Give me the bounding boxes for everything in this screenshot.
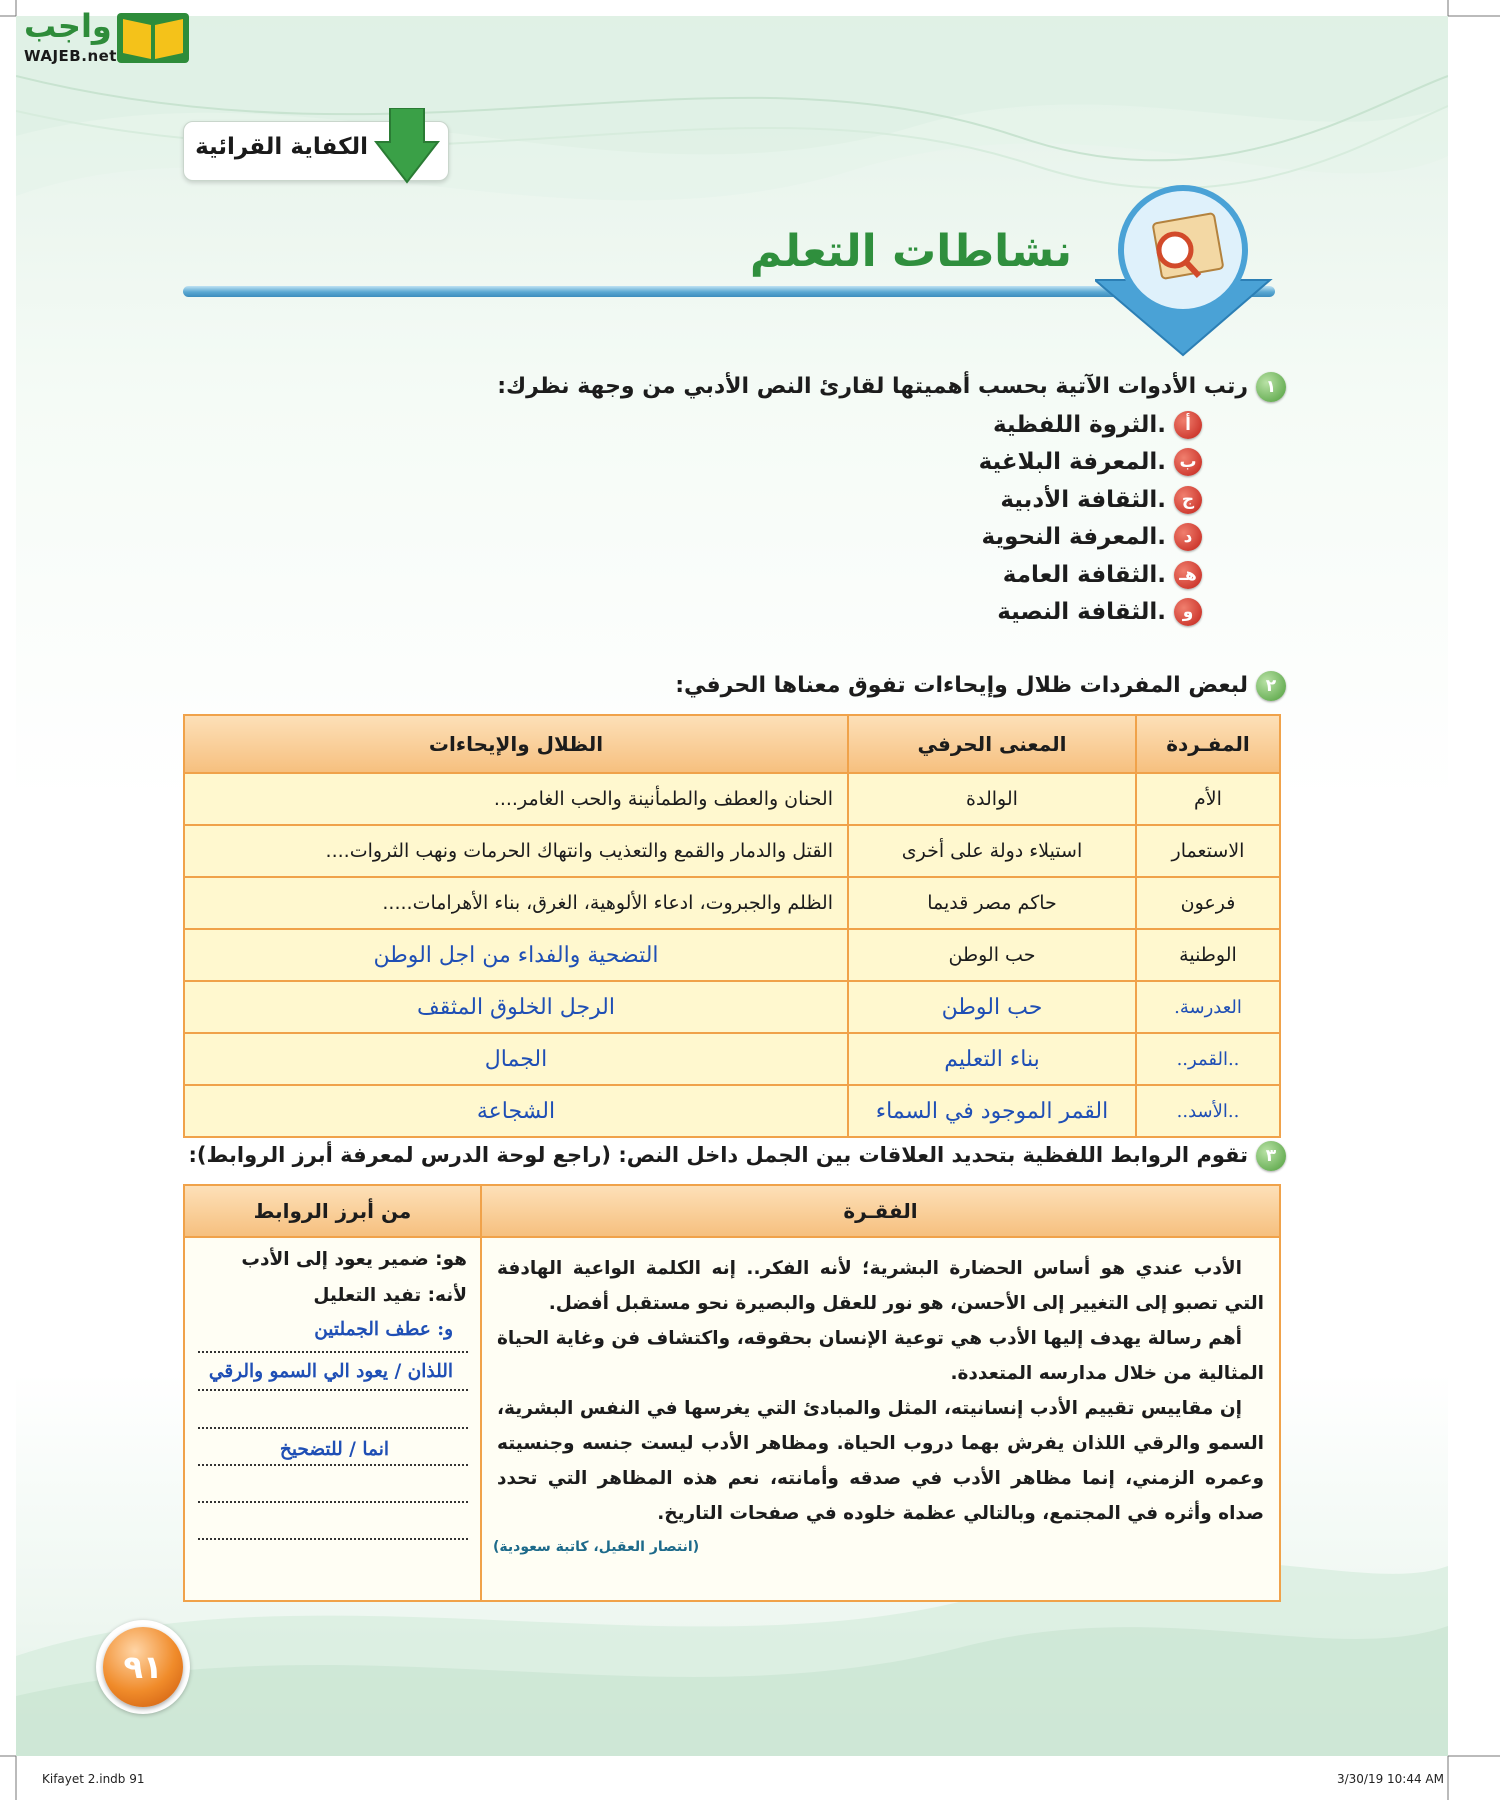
connectors-table	[183, 1184, 1281, 1602]
option-text: المعرفة البلاغية.	[978, 449, 1166, 476]
option-badge: أ	[1174, 411, 1202, 439]
column-header: المعنى الحرفي	[848, 715, 1136, 773]
table-cell: الأم	[1136, 773, 1280, 825]
table-cell: حب الوطن	[848, 929, 1136, 981]
table-row	[184, 929, 1280, 981]
answer-cell[interactable]	[848, 1085, 1136, 1137]
answer-line	[198, 1351, 468, 1353]
answer-cell[interactable]	[184, 929, 848, 981]
table-cell: القتل والدمار والقمع والتعذيب وانتهاك الحرمات ونهب الثروات....	[184, 825, 848, 877]
option-badge: و	[1174, 598, 1202, 626]
page-number: ٩١	[103, 1627, 183, 1707]
list-item	[602, 519, 1202, 557]
handwritten-answer: العدرسة.	[1174, 997, 1242, 1018]
table-row	[184, 877, 1280, 929]
answer-cell[interactable]	[1136, 1033, 1280, 1085]
answer-cell[interactable]	[1136, 1085, 1280, 1137]
paragraph-cell	[481, 1237, 1280, 1601]
table-cell: حاكم مصر قديما	[848, 877, 1136, 929]
passage-paragraph: إن مقاييس تقييم الأدب إنسانيته، المثل والمبادئ التي يغرسها في النفس البشرية، السمو والرقي اللذان يفرش بهما دروب الحياة. ومظاهر الأدب ليست جنسه وجنسيته وعمره الزمني، إنما مظاهر الأدب في صدقه وأمانته، نعم هذه المظاهر التي تحدد صداه وأثره في المجتمع، وبالتالي عظمة خلوده في صفحات التاريخ.	[497, 1398, 1264, 1524]
section-label: الكفاية القرائية	[195, 134, 368, 160]
handwritten-answer: الشجاعة	[476, 1098, 556, 1124]
option-text: المعرفة النحوية.	[981, 524, 1166, 551]
handwritten-answer: الرجل الخلوق المثقف	[416, 994, 615, 1020]
question-text: لبعض المفردات ظلال وإيحاءات تفوق معناها الحرفي:	[675, 673, 1248, 698]
list-item	[602, 406, 1202, 444]
table-row	[184, 773, 1280, 825]
down-arrow-icon	[374, 108, 440, 186]
column-header: الفقـرة	[481, 1185, 1280, 1237]
links-list	[186, 1239, 479, 1599]
table-row	[184, 1237, 1280, 1601]
vocabulary-table	[183, 714, 1281, 1138]
answer-line	[198, 1427, 468, 1429]
passage-paragraph: أهم رسالة يهدف إليها الأدب هي توعية الإنسان بحقوقه، واكتشاف فن وغاية الحياة المثالية من خلال مدارسه المتعددة.	[497, 1328, 1264, 1384]
list-item	[602, 444, 1202, 482]
question-number: ٢	[1256, 671, 1286, 701]
table-cell: الظلم والجبروت، ادعاء الألوهية، الغرق، بناء الأهرامات.....	[184, 877, 848, 929]
option-text: الثقافة العامة.	[1002, 561, 1166, 588]
option-badge: ب	[1174, 448, 1202, 476]
option-text: الثروة اللفظية.	[992, 411, 1166, 438]
option-badge: ج	[1174, 486, 1202, 514]
question-3	[136, 1141, 1286, 1171]
magnifier-book-icon	[1095, 180, 1275, 360]
handwritten-answer: حب الوطن	[941, 994, 1043, 1020]
printed-link: لأنه: تفيد التعليل	[313, 1285, 467, 1306]
table-header-row	[184, 715, 1280, 773]
handwritten-link: و: عطف الجملتين	[314, 1319, 453, 1340]
table-cell: فرعون	[1136, 877, 1280, 929]
option-badge: د	[1174, 523, 1202, 551]
printed-link: هو: ضمير يعود إلى الأدب	[241, 1249, 467, 1270]
handwritten-answer: ..القمر..	[1176, 1049, 1240, 1070]
table-header-row	[184, 1185, 1280, 1237]
answer-line	[198, 1538, 468, 1540]
handwritten-answer: الجمال	[484, 1046, 548, 1072]
answer-cell[interactable]	[184, 1085, 848, 1137]
answer-line	[198, 1389, 468, 1391]
links-cell[interactable]	[184, 1237, 481, 1601]
answer-cell[interactable]	[848, 1033, 1136, 1085]
table-row	[184, 1085, 1280, 1137]
question-text: رتب الأدوات الآتية بحسب أهميتها لقارئ النص الأدبي من وجهة نظرك:	[497, 374, 1248, 399]
section-label-box	[183, 121, 449, 181]
handwritten-answer: القمر الموجود في السماء	[875, 1098, 1109, 1124]
handwritten-link: انما / للتضحيخ	[279, 1439, 389, 1460]
answer-cell[interactable]	[1136, 981, 1280, 1033]
logo-subtext: WAJEB.net	[24, 47, 117, 65]
list-item	[602, 556, 1202, 594]
option-text: الثقافة الأدبية.	[1000, 486, 1166, 513]
column-header: الظلال والإيحاءات	[184, 715, 848, 773]
handwritten-link: اللذان / يعود الي السمو والرقي	[208, 1361, 453, 1382]
footer-file-info: Kifayet 2.indb 91	[42, 1772, 145, 1786]
answer-cell[interactable]	[184, 981, 848, 1033]
logo-text: واجب	[24, 7, 112, 45]
wajeb-logo[interactable]	[10, 5, 190, 65]
table-cell: الاستعمار	[1136, 825, 1280, 877]
passage-source: (انتصار العقيل، كاتبة سعودية)	[493, 1539, 700, 1555]
list-item	[602, 594, 1202, 632]
question-1	[386, 372, 1286, 402]
option-text: الثقافة النصية.	[997, 599, 1166, 626]
footer-timestamp: 3/30/19 10:44 AM	[1336, 1772, 1444, 1786]
column-header: من أبرز الروابط	[184, 1185, 481, 1237]
page-title: نشاطات التعلم	[749, 226, 1072, 277]
question-text: تقوم الروابط اللفظية بتحديد العلاقات بين الجمل داخل النص: (راجع لوحة الدرس لمعرفة أبرز الروابط):	[188, 1143, 1248, 1167]
answer-line	[198, 1464, 468, 1466]
passage-paragraph: الأدب عندي هو أساس الحضارة البشرية؛ لأنه الفكر.. إنه الكلمة الواعية الهادفة التي تصبو إلى التغيير إلى الأحسن، هو نور للعقل والبصيرة نحو مستقبل أفضل.	[497, 1258, 1264, 1314]
column-header: المفـردة	[1136, 715, 1280, 773]
question-number: ١	[1256, 372, 1286, 402]
q1-options-list	[602, 406, 1202, 631]
table-cell: الحنان والعطف والطمأنينة والحب الغامر....	[184, 773, 848, 825]
answer-cell[interactable]	[184, 1033, 848, 1085]
list-item	[602, 481, 1202, 519]
table-row	[184, 825, 1280, 877]
table-cell: الوالدة	[848, 773, 1136, 825]
question-2	[286, 671, 1286, 701]
answer-cell[interactable]	[848, 981, 1136, 1033]
question-number: ٣	[1256, 1141, 1286, 1171]
answer-line	[198, 1501, 468, 1503]
table-cell: الوطنية	[1136, 929, 1280, 981]
table-row	[184, 981, 1280, 1033]
reading-passage	[483, 1239, 1278, 1539]
handwritten-answer: بناء التعليم	[944, 1046, 1040, 1072]
table-cell: استيلاء دولة على أخرى	[848, 825, 1136, 877]
option-badge: هـ	[1174, 561, 1202, 589]
book-icon	[115, 7, 191, 65]
handwritten-answer: التضحية والفداء من اجل الوطن	[373, 942, 659, 968]
handwritten-answer: ..الأسد..	[1176, 1101, 1240, 1122]
table-row	[184, 1033, 1280, 1085]
